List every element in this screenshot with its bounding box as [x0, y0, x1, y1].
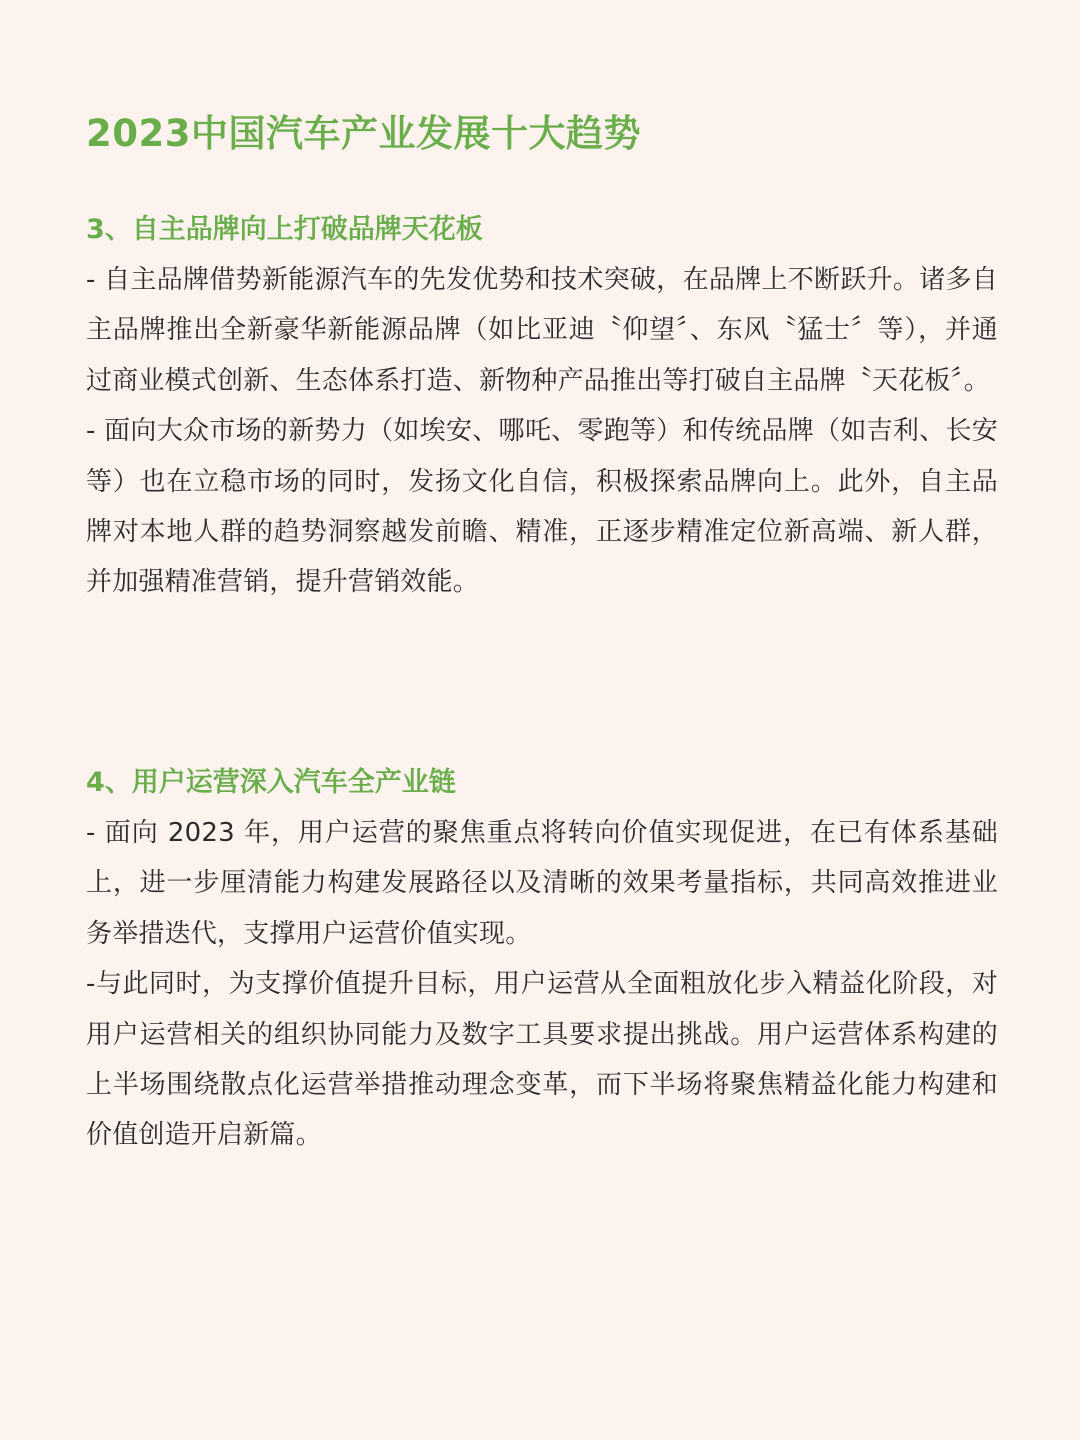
section-paragraph: - 自主品牌借势新能源汽车的先发优势和技术突破，在品牌上不断跃升。诸多自主品牌推出全新豪华新能源品牌（如比亚迪〝仰望〞、东风〝猛士〞等），并通过商业模式创新、生态体系打造、新物种产品推出等打破自主品牌〝天花板〞。: [86, 265, 998, 396]
section-paragraph: - 面向 2023 年，用户运营的聚焦重点将转向价值实现促进，在已有体系基础上，进一步厘清能力构建发展路径以及清晰的效果考量指标，共同高效推进业务举措迭代，支撑用户运营价值实现。: [86, 818, 998, 949]
section-paragraph: - 面向大众市场的新势力（如埃安、哪吒、零跑等）和传统品牌（如吉利、长安等）也在立稳市场的同时，发扬文化自信，积极探索品牌向上。此外，自主品牌对本地人群的趋势洞察越发前瞻、精准，正逐步精准定位新高端、新人群，并加强精准营销，提升营销效能。: [86, 416, 998, 598]
section-heading: 3、自主品牌向上打破品牌天花板: [86, 214, 483, 245]
trend-section-3: [86, 205, 998, 608]
section-heading: 4、用户运营深入汽车全产业链: [86, 767, 456, 798]
trend-section-4: [86, 758, 998, 1161]
section-paragraph: -与此同时，为支撑价值提升目标，用户运营从全面粗放化步入精益化阶段，对用户运营相关的组织协同能力及数字工具要求提出挑战。用户运营体系构建的上半场围绕散点化运营举措推动理念变革，而下半场将聚焦精益化能力构建和价值创造开启新篇。: [86, 969, 998, 1151]
page-title: 2023中国汽车产业发展十大趋势: [86, 112, 641, 155]
